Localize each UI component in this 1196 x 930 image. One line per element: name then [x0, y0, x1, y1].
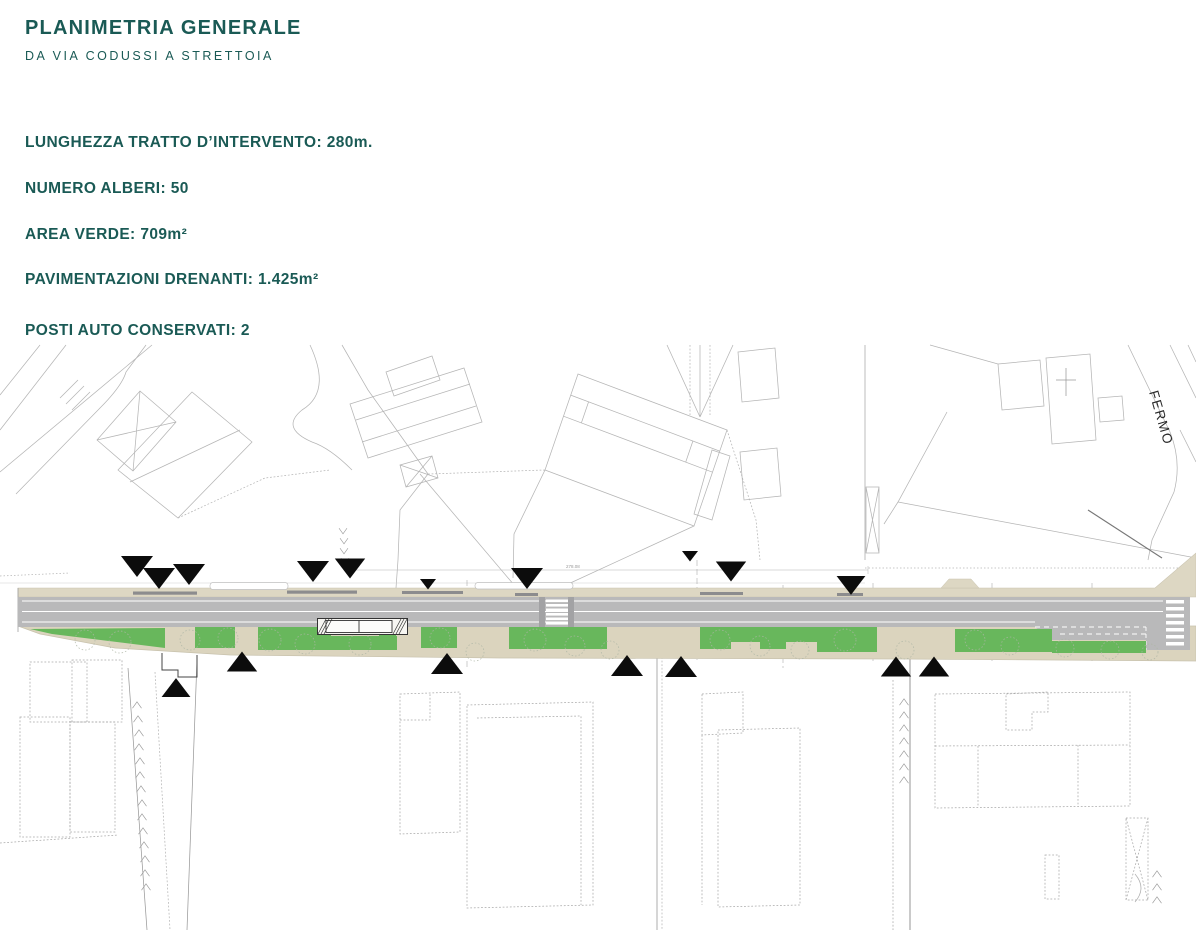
street-label-fermo: FERMO [1146, 388, 1177, 447]
stat-parking: POSTI AUTO CONSERVATI: 2 [25, 322, 250, 339]
page-title: PLANIMETRIA GENERALE [25, 17, 302, 39]
dimension-label: 278.08 [566, 564, 580, 569]
stat-length: LUNGHEZZA TRATTO D’INTERVENTO: 280m. [25, 134, 373, 151]
page-subtitle: DA VIA CODUSSI A STRETTOIA [25, 49, 274, 63]
parking-bay [318, 619, 408, 635]
stat-green-area: AREA VERDE: 709m² [25, 226, 188, 243]
stat-trees: NUMERO ALBERI: 50 [25, 180, 189, 197]
stat-draining-paving: PAVIMENTAZIONI DRENANTI: 1.425m² [25, 271, 319, 288]
